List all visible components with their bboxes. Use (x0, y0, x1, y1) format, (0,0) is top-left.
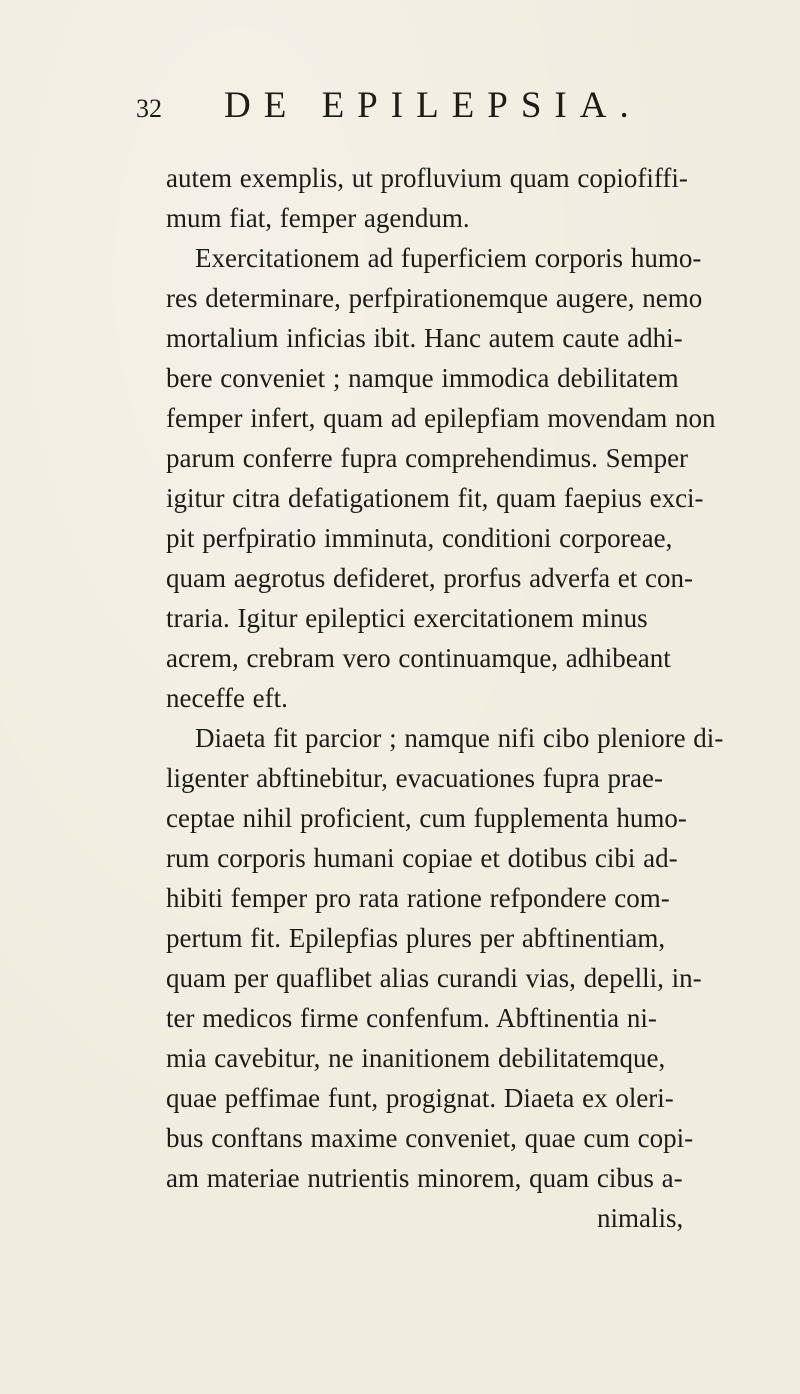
text-line: nimalis, (597, 1203, 684, 1233)
text-line: igitur citra defatigationem fit, quam faepius exci- (166, 483, 704, 513)
text-line: Diaeta fit parcior ; namque nifi cibo pleniore di- (195, 723, 724, 753)
text-line: mortalium inficias ibit. Hanc autem caute adhi- (166, 323, 683, 353)
text-line: quam aegrotus defideret, prorfus adverfa et con- (166, 563, 694, 593)
text-line: bus conftans maxime conveniet, quae cum copi- (166, 1123, 694, 1153)
text-line: pit perfpiratio imminuta, conditioni corporeae, (166, 523, 673, 553)
text-line: res determinare, perfpirationemque augere, nemo (166, 283, 703, 313)
text-line: Exercitationem ad fuperficiem corporis humo- (195, 243, 702, 273)
text-line: am materiae nutrientis minorem, quam cibus a- (166, 1163, 683, 1193)
text-line: rum corporis humani copiae et dotibus cibi ad- (166, 843, 678, 873)
text-line: femper infert, quam ad epilepfiam movendam non (166, 403, 716, 433)
text-line: quae peffimae funt, progignat. Diaeta ex oleri- (166, 1083, 674, 1113)
page-header (136, 84, 696, 134)
text-line: autem exemplis, ut profluvium quam copiofiffi- (166, 163, 688, 193)
text-line: mum fiat, femper agendum. (166, 203, 470, 233)
text-line: parum conferre fupra comprehendimus. Semper (166, 443, 689, 473)
text-line: hibiti femper pro rata ratione refpondere com- (166, 883, 670, 913)
text-line: quam per quaflibet alias curandi vias, depelli, in- (166, 963, 702, 993)
text-line: traria. Igitur epileptici exercitationem minus (166, 603, 648, 633)
text-line: ligenter abftinebitur, evacuationes fupra prae- (166, 763, 663, 793)
text-line: pertum fit. Epilepfias plures per abftinentiam, (166, 923, 666, 953)
text-line: neceffe eft. (166, 683, 288, 713)
text-line: mia cavebitur, ne inanitionem debilitatemque, (166, 1043, 666, 1073)
text-line: ceptae nihil proficient, cum fupplementa humo- (166, 803, 687, 833)
page-number: 32 (136, 94, 162, 123)
text-line: ter medicos firme confenfum. Abftinentia ni- (166, 1003, 657, 1033)
text-line: acrem, crebram vero continuamque, adhibeant (166, 643, 671, 673)
text-line: bere conveniet ; namque immodica debilitatem (166, 363, 679, 393)
running-head: DE EPILEPSIA. (224, 85, 642, 126)
